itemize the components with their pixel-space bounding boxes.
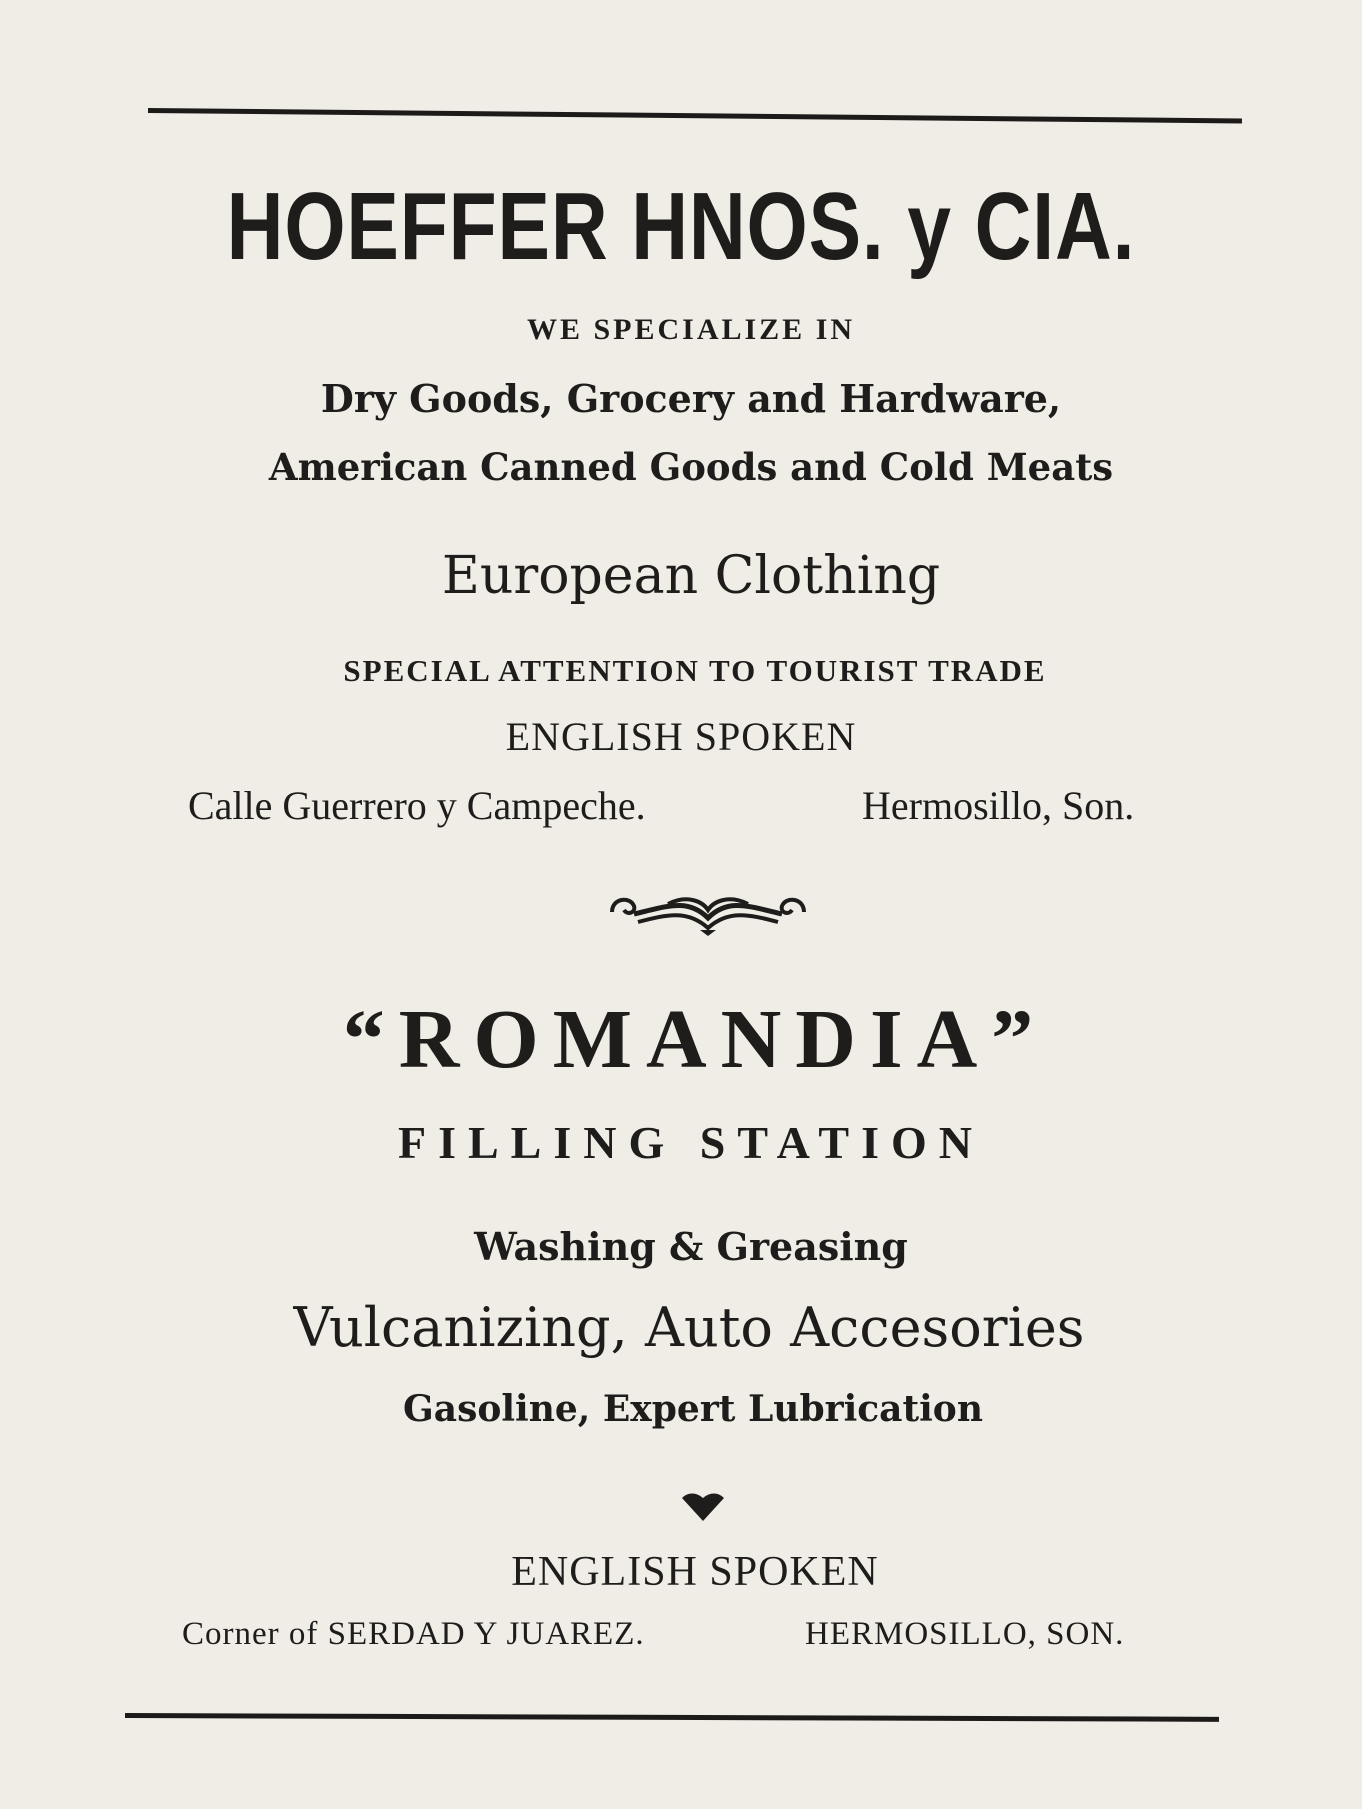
bottom-rule	[125, 1713, 1219, 1722]
hoeffer-title: HOEFFER HNOS. y CIA.	[226, 173, 1136, 280]
scroll-ornament-icon	[608, 888, 808, 938]
romandia-city: HERMOSILLO, SON.	[805, 1616, 1125, 1652]
hoeffer-clothing-line: European Clothing	[441, 546, 941, 606]
romandia-vulcanizing-line: Vulcanizing, Auto Accesories	[293, 1296, 1085, 1359]
romandia-english-spoken: ENGLISH SPOKEN	[511, 1549, 879, 1595]
romandia-washing-line: Washing & Greasing	[474, 1224, 908, 1269]
romandia-title: “ROMANDIA”	[342, 993, 1048, 1086]
top-rule	[148, 108, 1242, 124]
hoeffer-canned-line: American Canned Goods and Cold Meats	[268, 445, 1114, 489]
hoeffer-city: Hermosillo, Son.	[862, 783, 1135, 828]
romandia-subtitle: FILLING STATION	[397, 1117, 984, 1168]
hoeffer-english-spoken: ENGLISH SPOKEN	[505, 714, 857, 759]
romandia-gasoline-line: Gasoline, Expert Lubrication	[403, 1388, 983, 1430]
hoeffer-goods-line: Dry Goods, Grocery and Hardware,	[320, 376, 1062, 421]
heart-bullet-icon	[680, 1492, 726, 1522]
hoeffer-tagline: WE SPECIALIZE IN	[526, 313, 856, 346]
hoeffer-tourist-line: SPECIAL ATTENTION TO TOURIST TRADE	[343, 653, 1047, 688]
hoeffer-address: Calle Guerrero y Campeche.	[188, 783, 646, 828]
romandia-address: Corner of SERDAD Y JUAREZ.	[182, 1616, 645, 1652]
